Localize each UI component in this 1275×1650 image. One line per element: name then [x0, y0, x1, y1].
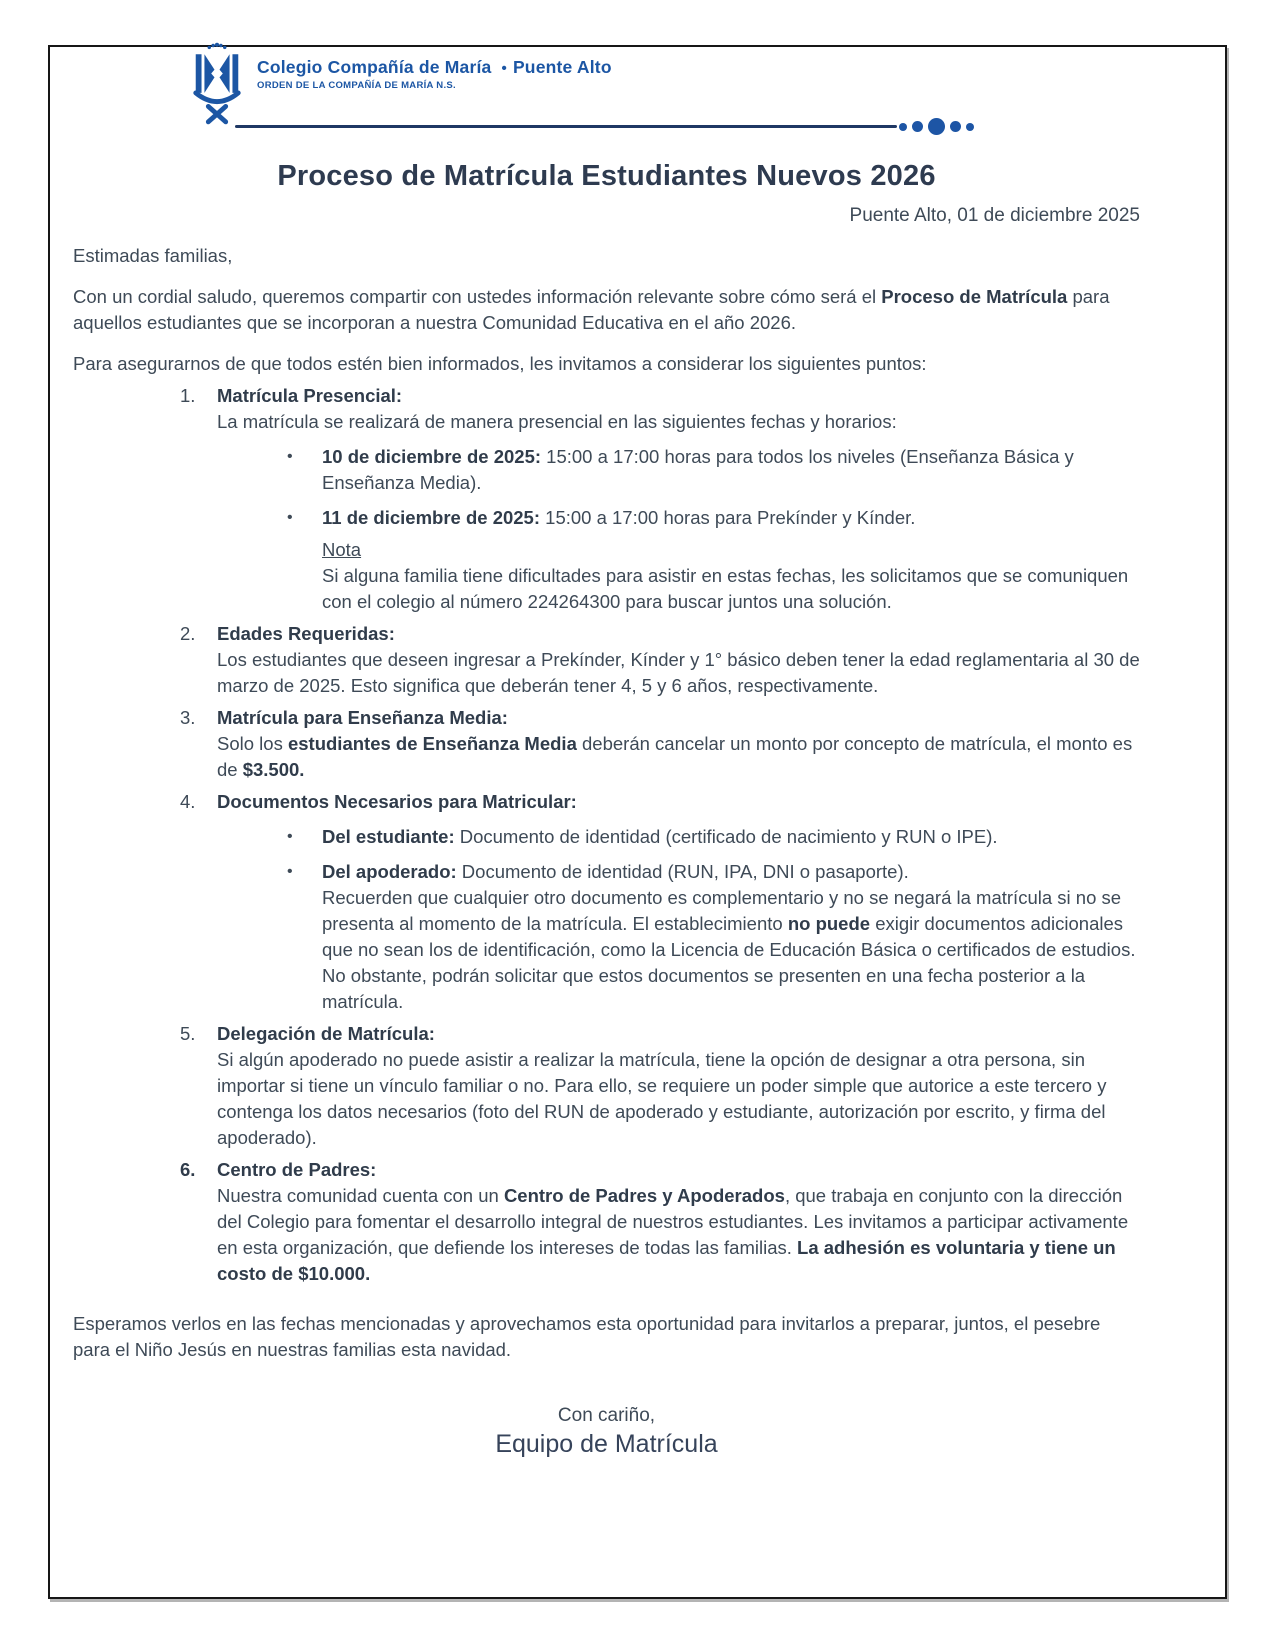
item-heading: Documentos Necesarios para Matricular: — [217, 791, 577, 812]
school-location: Puente Alto — [512, 57, 612, 77]
school-logo-text — [257, 57, 612, 91]
item-number: 6. — [180, 1159, 196, 1180]
item-content — [217, 383, 1140, 615]
bullet-item-del-apoderado — [287, 859, 1140, 1015]
divider-dot — [950, 121, 961, 132]
item-number: 1. — [180, 385, 196, 406]
item-body: Los estudiantes que deseen ingresar a Prekínder, Kínder y 1° básico deben tener la edad reglamentaria al 30 de marzo de 2025. Esto significa que deberán tener 4, 5 y 6 años, respectivamente. — [217, 649, 1140, 696]
item-body: La matrícula se realizará de manera presencial en las siguientes fechas y horarios: — [217, 411, 897, 432]
bullet-marker: • — [287, 448, 293, 465]
list-item-centro-de-padres — [73, 1157, 1140, 1287]
bullet-item-fecha-10-dic — [287, 444, 1140, 496]
divider-dot — [966, 123, 974, 131]
school-name: Colegio Compañía de María — [257, 57, 492, 77]
item-heading: Matrícula Presencial: — [217, 385, 403, 406]
lead-in-paragraph: Para asegurarnos de que todos estén bien informados, les invitamos a considerar los siguientes puntos: — [73, 353, 927, 374]
divider-dot — [899, 123, 907, 131]
bullet-marker: • — [287, 509, 293, 526]
item-content — [217, 1157, 1140, 1287]
school-name-line — [257, 57, 612, 78]
letter-body — [50, 157, 1225, 1457]
item-heading: Delegación de Matrícula: — [217, 1023, 435, 1044]
note-block — [322, 537, 1140, 615]
item-content — [217, 621, 1140, 699]
page-border-frame — [48, 45, 1227, 1599]
item-content — [217, 1021, 1140, 1151]
bullet-marker: • — [287, 863, 293, 880]
item-content — [217, 789, 1140, 1015]
list-item-matricula-presencial — [73, 383, 1140, 615]
closing-paragraph: Esperamos verlos en las fechas mencionadas y aprovechamos esta oportunidad para invitarlos a preparar, juntos, el pesebre para el Niño Jesús en nuestras familias esta navidad. — [73, 1313, 1101, 1360]
bullet-text: Del estudiante: Documento de identidad (certificado de nacimiento y RUN o IPE). — [322, 826, 998, 847]
intro-paragraph: Con un cordial saludo, queremos compartir con ustedes información relevante sobre cómo será el Proceso de Matrícula para aquellos estudiantes que se incorporan a nuestra Comunidad Educativa en el año 2026. — [73, 286, 1110, 333]
salutation: Estimadas familias, — [73, 245, 233, 266]
divider-dot — [928, 118, 945, 135]
list-item-delegacion-matricula — [73, 1021, 1140, 1151]
list-item-matricula-ensenanza-media — [73, 705, 1140, 783]
item-number: 3. — [180, 707, 196, 728]
item-body: Solo los estudiantes de Enseñanza Media deberán cancelar un monto por concepto de matrícula, el monto es de $3.500. — [217, 733, 1133, 780]
item-content — [217, 705, 1140, 783]
item-number: 2. — [180, 623, 196, 644]
item-number: 5. — [180, 1023, 196, 1044]
item-body: Si algún apoderado no puede asistir a realizar la matrícula, tiene la opción de designar a otra persona, sin importar si tiene un vínculo familiar o no. Para ello, se requiere un poder simple que autorice a este tercero y contenga los datos necesarios (foto del RUN de apoderado y estudiante, autorización por escrito, y firma del apoderado). — [217, 1049, 1107, 1148]
note-text: Si alguna familia tiene dificultades para asistir en estas fechas, les solicitamos que se comuniquen con el colegio al número 224264300 para buscar juntos una solución. — [322, 565, 1129, 612]
divider-dot — [912, 121, 923, 132]
header-divider — [235, 118, 974, 135]
page-title: Proceso de Matrícula Estudiantes Nuevos 2026 — [277, 160, 936, 192]
bullet-text: Del apoderado: Documento de identidad (RUN, IPA, DNI o pasaporte). Recuerden que cualquier otro documento es complementario y no se negará la matrícula si no se presenta al momento de la matrícula. El establecimiento no puede exigir documentos adicionales que no sean los de identificación, como la Licencia de Educación Básica o certificados de estudios. No obstante, podrán solicitar que estos documentos se presenten en una fecha posterior a la matrícula. — [322, 861, 1136, 1012]
note-label: Nota — [322, 539, 362, 560]
list-item-documentos-necesarios — [73, 789, 1140, 1015]
numbered-list — [73, 383, 1140, 1287]
item-heading: Edades Requeridas: — [217, 623, 395, 644]
bullet-text: 10 de diciembre de 2025: 15:00 a 17:00 horas para todos los niveles (Enseñanza Básica y Enseñanza Media). — [322, 446, 1074, 493]
letterhead — [50, 47, 1225, 151]
school-order-subtitle: ORDEN DE LA COMPAÑÍA DE MARÍA N.S. — [257, 80, 456, 91]
signature: Equipo de Matrícula — [495, 1430, 718, 1458]
item-heading: Matrícula para Enseñanza Media: — [217, 707, 508, 728]
signoff: Con cariño, — [557, 1405, 656, 1426]
list-item-edades-requeridas — [73, 621, 1140, 699]
bullet-marker: • — [287, 828, 293, 845]
divider-line — [235, 125, 897, 128]
dateline: Puente Alto, 01 de diciembre 2025 — [849, 205, 1140, 226]
bullet-item-fecha-11-dic — [287, 505, 1140, 531]
item-number: 4. — [180, 791, 196, 812]
bullet-item-del-estudiante — [287, 824, 1140, 850]
item-body: Nuestra comunidad cuenta con un Centro de Padres y Apoderados, que trabaja en conjunto con la dirección del Colegio para fomentar el desarrollo integral de nuestros estudiantes. Les invitamos a participar activamente en esta organización, que defiende los intereses de todas las familias. La adhesión es voluntaria y tiene un costo de $10.000. — [217, 1185, 1129, 1284]
logo-separator-dot: • — [501, 60, 507, 77]
bullet-text: 11 de diciembre de 2025: 15:00 a 17:00 horas para Prekínder y Kínder. — [322, 507, 916, 528]
item-heading: Centro de Padres: — [217, 1159, 377, 1180]
